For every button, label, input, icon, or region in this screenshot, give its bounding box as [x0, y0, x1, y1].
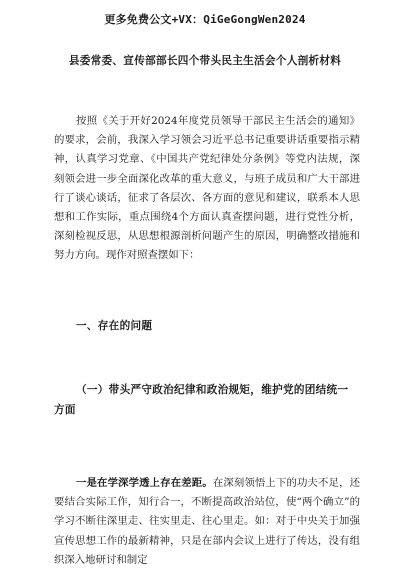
- body-text: 在深刻领悟上下的功夫不足，还要结合实际工作，知行合一，不断提高政治站位，使“两个确立”的学习不断往深里走、往实里走、往心里走。如：对于中央关于加强宣传思想工作的最新精神，只是在部内会议上进行了传达，没有组织深入地研讨和制定: [54, 477, 361, 566]
- document-title: 县委常委、宣传部部长四个带头民主生活会个人剖析材料: [68, 55, 342, 67]
- watermark-header: 更多免费公文+VX：QiGeGongWen2024: [104, 13, 306, 26]
- section-heading: 一、存在的问题: [76, 320, 153, 332]
- sub-heading: （一）带头严守政治纪律和政治规矩，维护党的团结统一方面: [54, 384, 349, 416]
- intro-paragraph: 按照《关于开好2024年度党员领导干部民主生活会的通知》的要求，会前，我深入学习领会习近平总书记重要讲话重要指示精神，认真学习党章、《中国共产党纪律处分条例》等党内法规，深刻领会进一步全面深化改革的重大意义，与班子成员和广大干部进行了谈心谈话，征求了各层次、各方面的意见和建议，联系本人思想和工作实际，重点围绕4个方面认真查摆问题，进行党性分析，深刻检视反思，从思想根源剖析问题产生的原因，明确整改措施和努力方向。现作对照查摆如下：: [54, 115, 360, 262]
- body-paragraph: [54, 474, 360, 570]
- body-lead-text: 一是在学深学透上存在差距。: [76, 477, 213, 489]
